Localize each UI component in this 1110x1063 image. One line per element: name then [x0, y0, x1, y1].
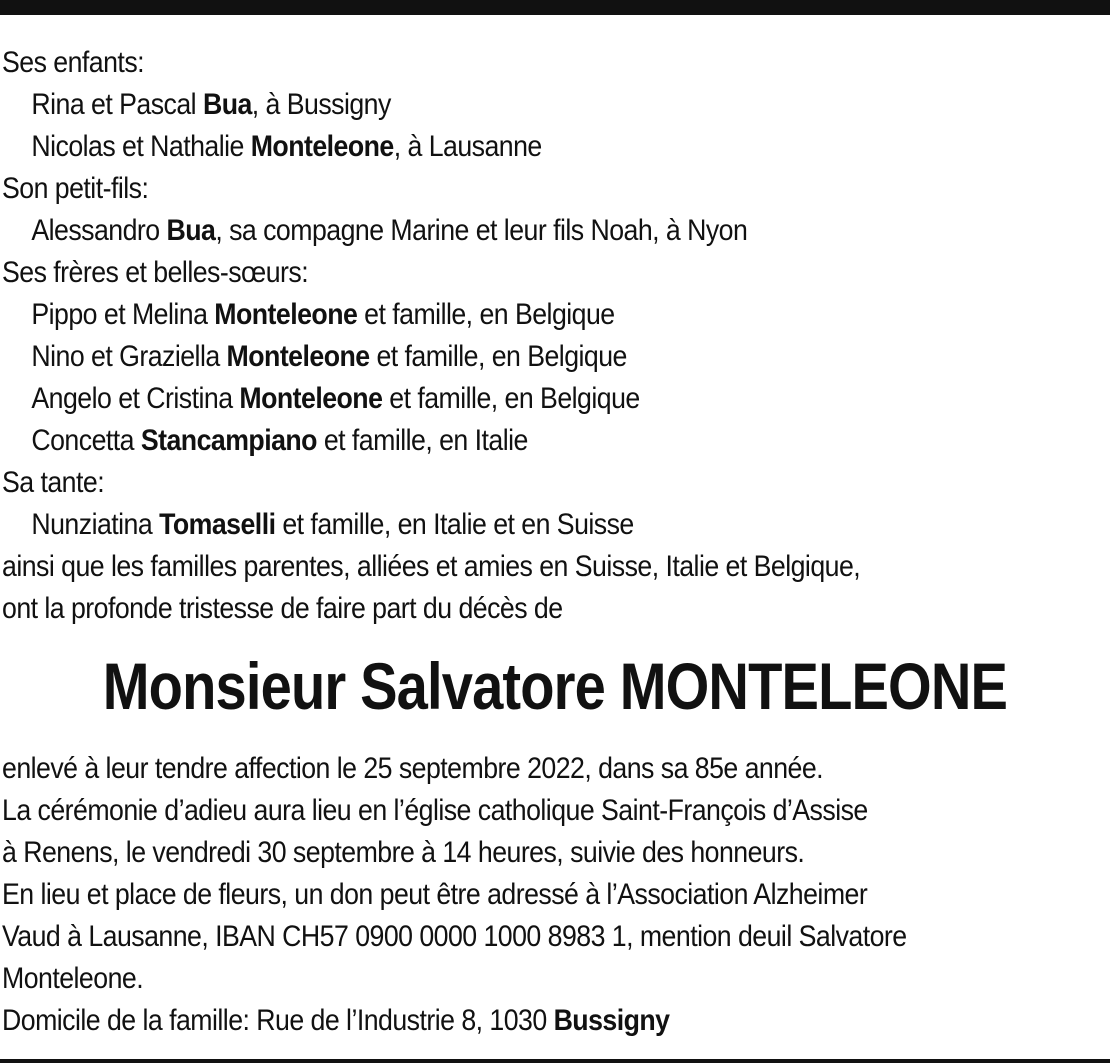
location: , sa compagne Marine et leur fils Noah, à Nyon: [215, 214, 748, 247]
location: et famille, en Belgique: [369, 340, 627, 373]
surname: Stancampiano: [140, 424, 317, 457]
surname: Bua: [166, 214, 216, 247]
details-block: [2, 748, 1108, 1042]
donation-line: Vaud à Lausanne, IBAN CH57 0900 0000 1000 8983 1, mention deuil Salvatore: [2, 920, 907, 953]
list-item: [2, 504, 1108, 546]
list-item: [2, 210, 1108, 252]
grandson-heading: Son petit-fils:: [2, 172, 149, 205]
given-names: Nunziatina: [31, 508, 160, 541]
surname: Bua: [202, 88, 252, 121]
location: et famille, en Belgique: [357, 298, 615, 331]
list-item: [2, 84, 1108, 126]
children-heading: Ses enfants:: [2, 46, 145, 79]
given-names: Nicolas et Nathalie: [31, 130, 251, 163]
surname: Monteleone: [226, 340, 370, 373]
surname: Monteleone: [239, 382, 383, 415]
location: et famille, en Italie et en Suisse: [275, 508, 634, 541]
list-item: [2, 420, 1108, 462]
given-names: Alessandro: [31, 214, 167, 247]
deceased-name: [0, 648, 1110, 724]
surname: Monteleone: [214, 298, 358, 331]
ceremony-line: à Renens, le vendredi 30 septembre à 14 heures, suivie des honneurs.: [2, 836, 805, 869]
domicile-line: [2, 1000, 1108, 1042]
donation-line: En lieu et place de fleurs, un don peut être adressé à l’Association Alzheimer: [2, 878, 868, 911]
given-names: Nino et Graziella: [31, 340, 227, 373]
announcement-line: ont la profonde tristesse de faire part du décès de: [2, 592, 563, 625]
list-item: [2, 336, 1108, 378]
location: et famille, en Belgique: [382, 382, 640, 415]
deceased-name-text: Monsieur Salvatore MONTELEONE: [102, 649, 1008, 723]
list-item: [2, 294, 1108, 336]
location: et famille, en Italie: [316, 424, 528, 457]
list-item: [2, 378, 1108, 420]
given-names: Angelo et Cristina: [31, 382, 240, 415]
aunt-heading: Sa tante:: [2, 466, 105, 499]
domicile-city: Bussigny: [553, 1004, 670, 1037]
passing-line: enlevé à leur tendre affection le 25 septembre 2022, dans sa 85e année.: [2, 752, 824, 785]
location: , à Bussigny: [251, 88, 391, 121]
bottom-border-rule: [0, 1059, 1110, 1063]
donation-line: Monteleone.: [2, 962, 144, 995]
extended-family-line: ainsi que les familles parentes, alliées et amies en Suisse, Italie et Belgique,: [2, 550, 861, 583]
domicile-address: Domicile de la famille: Rue de l’Industrie 8, 1030: [2, 1004, 554, 1037]
given-names: Concetta: [31, 424, 141, 457]
surname: Tomaselli: [159, 508, 276, 541]
given-names: Rina et Pascal: [31, 88, 203, 121]
surname: Monteleone: [250, 130, 394, 163]
ceremony-line: La cérémonie d’adieu aura lieu en l’église catholique Saint-François d’Assise: [2, 794, 868, 827]
top-border-rule: [0, 0, 1110, 15]
family-list: [2, 42, 1108, 630]
siblings-heading: Ses frères et belles-sœurs:: [2, 256, 309, 289]
location: , à Lausanne: [393, 130, 542, 163]
list-item: [2, 126, 1108, 168]
given-names: Pippo et Melina: [31, 298, 215, 331]
